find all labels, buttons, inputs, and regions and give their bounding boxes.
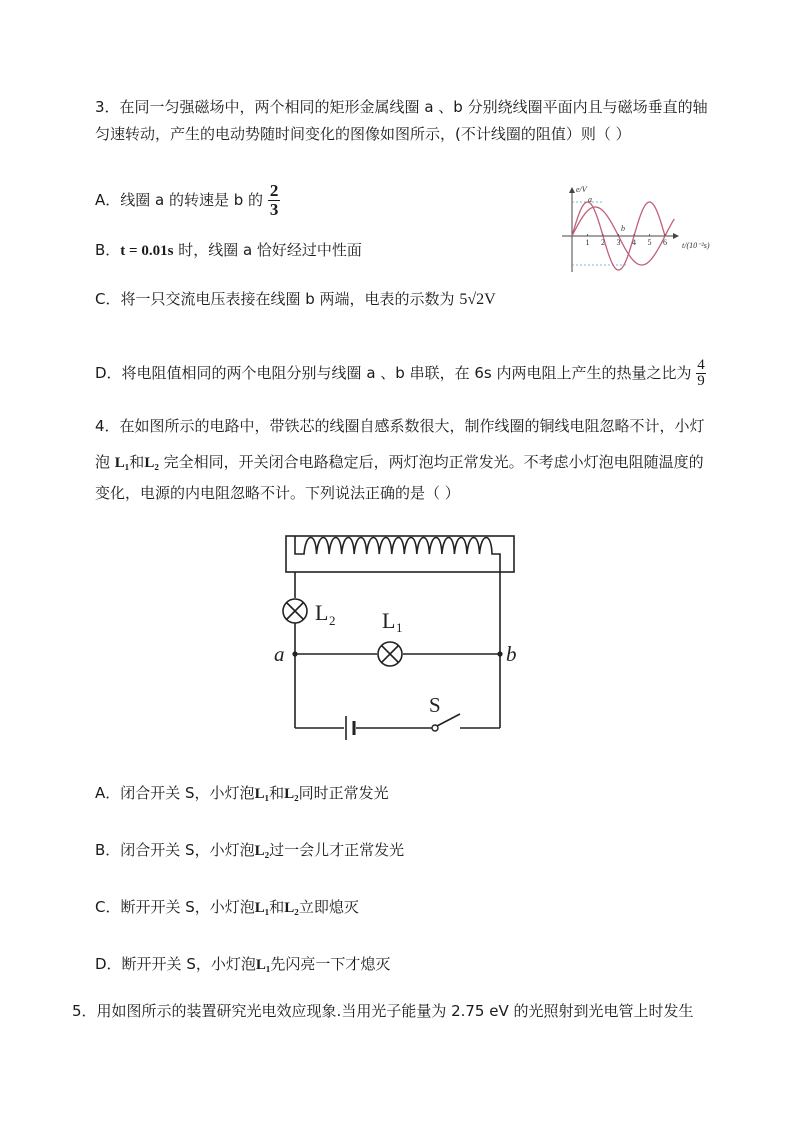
q4-stem-line2-text: 完全相同，开关闭合电路稳定后，两灯泡均正常发光。不考虑小灯泡电阻随温度的 [158, 453, 704, 471]
q3-option-c[interactable] [95, 289, 496, 310]
q4-option-b[interactable] [95, 840, 404, 861]
q4-option-c-lamp-l2: L₂ [284, 900, 299, 916]
q3-option-a-fraction [268, 182, 281, 219]
q4-option-d-text: 先闪亮一下才熄灭 [270, 955, 391, 973]
q4-option-d-lamp-l1: L₁ [255, 957, 271, 973]
lamp-l2-subscript: 2 [329, 613, 336, 628]
q3-option-c-value: 5√2V [459, 291, 496, 308]
q3-option-a-numerator: 2 [269, 181, 279, 200]
q4-option-b-prefix: B．闭合开关 S，小灯泡 [95, 841, 255, 859]
q4-option-b-lamp-l2: L₂ [254, 843, 270, 859]
q4-option-d-prefix: D．断开开关 S，小灯泡 [95, 955, 256, 973]
q4-option-c-lamp-l1: L₁ [254, 900, 270, 916]
q3-stem-line1: 3．在同一匀强磁场中，两个相同的矩形金属线圈 a 、b 分别绕线圈平面内且与磁场垂直的轴 [95, 98, 708, 116]
q4-circuit-diagram [270, 528, 530, 743]
q4-stem-lamp-l2: L₂ [144, 455, 159, 471]
q4-option-a-text: 同时正常发光 [298, 784, 389, 802]
q4-option-a[interactable] [95, 783, 389, 804]
q3-option-c-text: C．将一只交流电压表接在线圈 b 两端，电表的示数为 [95, 290, 455, 308]
lamp-l1-subscript: 1 [396, 620, 403, 635]
lamp-l1-label: L [382, 608, 396, 633]
q3-option-a-text: A．线圈 a 的转速是 b 的 [95, 191, 264, 209]
q4-stem-line1: 4．在如图所示的电路中，带铁芯的线圈自感系数很大，制作线圈的铜线电阻忽略不计，小灯 [95, 417, 705, 435]
q5-stem-line1: 5．用如图所示的装置研究光电效应现象.当用光子能量为 2.75 eV 的光照射到光电管上时发生 [72, 1002, 694, 1020]
q4-option-b-text: 过一会儿才正常发光 [269, 841, 405, 859]
node-b-label: b [506, 642, 517, 666]
q4-option-a-and: 和 [269, 784, 285, 802]
q4-option-d[interactable] [95, 954, 390, 975]
q3-option-a-denominator: 3 [269, 200, 279, 219]
graph-tick-label: 3 [616, 238, 621, 247]
q3-emf-graph [558, 180, 728, 276]
q4-stem-line2-prefix: 泡 [95, 453, 115, 471]
q4-option-c-prefix: C．断开开关 S，小灯泡 [95, 898, 255, 916]
node-b [497, 651, 502, 656]
graph-curve-a-label: a [588, 195, 592, 204]
q3-option-d-text: D．将电阻值相同的两个电阻分别与线圈 a 、b 串联，在 6s 内两电阻上产生的热量之比为 [95, 364, 692, 382]
graph-tick-label: 5 [647, 238, 652, 247]
node-a-label: a [274, 642, 285, 666]
q4-option-c-text: 立即熄灭 [298, 898, 359, 916]
q4-option-c[interactable] [95, 897, 359, 918]
inductor-coil [295, 536, 500, 572]
coil-winding [295, 536, 500, 572]
q3-option-b-equation: t = 0.01s [120, 243, 174, 259]
q4-option-a-lamp-l1: L₁ [254, 786, 270, 802]
q4-stem-line3: 变化，电源的内电阻忽略不计。下列说法正确的是（ ） [95, 484, 460, 502]
graph-tick-label: 4 [632, 238, 636, 247]
q4-stem-line2 [95, 452, 704, 473]
switch-label: S [429, 693, 441, 717]
q3-option-b[interactable] [95, 240, 362, 261]
graph-curve-b-label: b [621, 224, 625, 233]
q3-option-d-numerator: 4 [697, 357, 705, 373]
q4-stem-and: 和 [129, 453, 145, 471]
q3-option-d-denominator: 9 [697, 373, 705, 389]
q4-option-c-and: 和 [269, 898, 285, 916]
graph-tick-label: 6 [663, 238, 667, 247]
graph-tick-label: 1 [585, 238, 590, 247]
q3-option-d-fraction [696, 358, 706, 389]
q3-option-a[interactable] [95, 182, 280, 219]
graph-tick-label: 2 [601, 238, 605, 247]
node-a [292, 651, 297, 656]
q4-stem-lamp-l1: L₁ [114, 455, 130, 471]
q3-option-d[interactable] [95, 358, 706, 389]
q3-stem-line2: 匀速转动，产生的电动势随时间变化的图像如图所示，(不计线圈的阻值）则（ ） [95, 125, 631, 143]
q4-option-a-lamp-l2: L₂ [284, 786, 299, 802]
graph-y-label: e/V [576, 185, 587, 194]
q4-option-a-prefix: A．闭合开关 S，小灯泡 [95, 784, 255, 802]
graph-x-label: t/(10⁻²s) [682, 241, 710, 250]
q3-option-b-prefix: B． [95, 241, 121, 259]
q3-option-b-text: 时，线圈 a 恰好经过中性面 [173, 241, 362, 259]
lamp-l2-label: L [315, 600, 329, 625]
